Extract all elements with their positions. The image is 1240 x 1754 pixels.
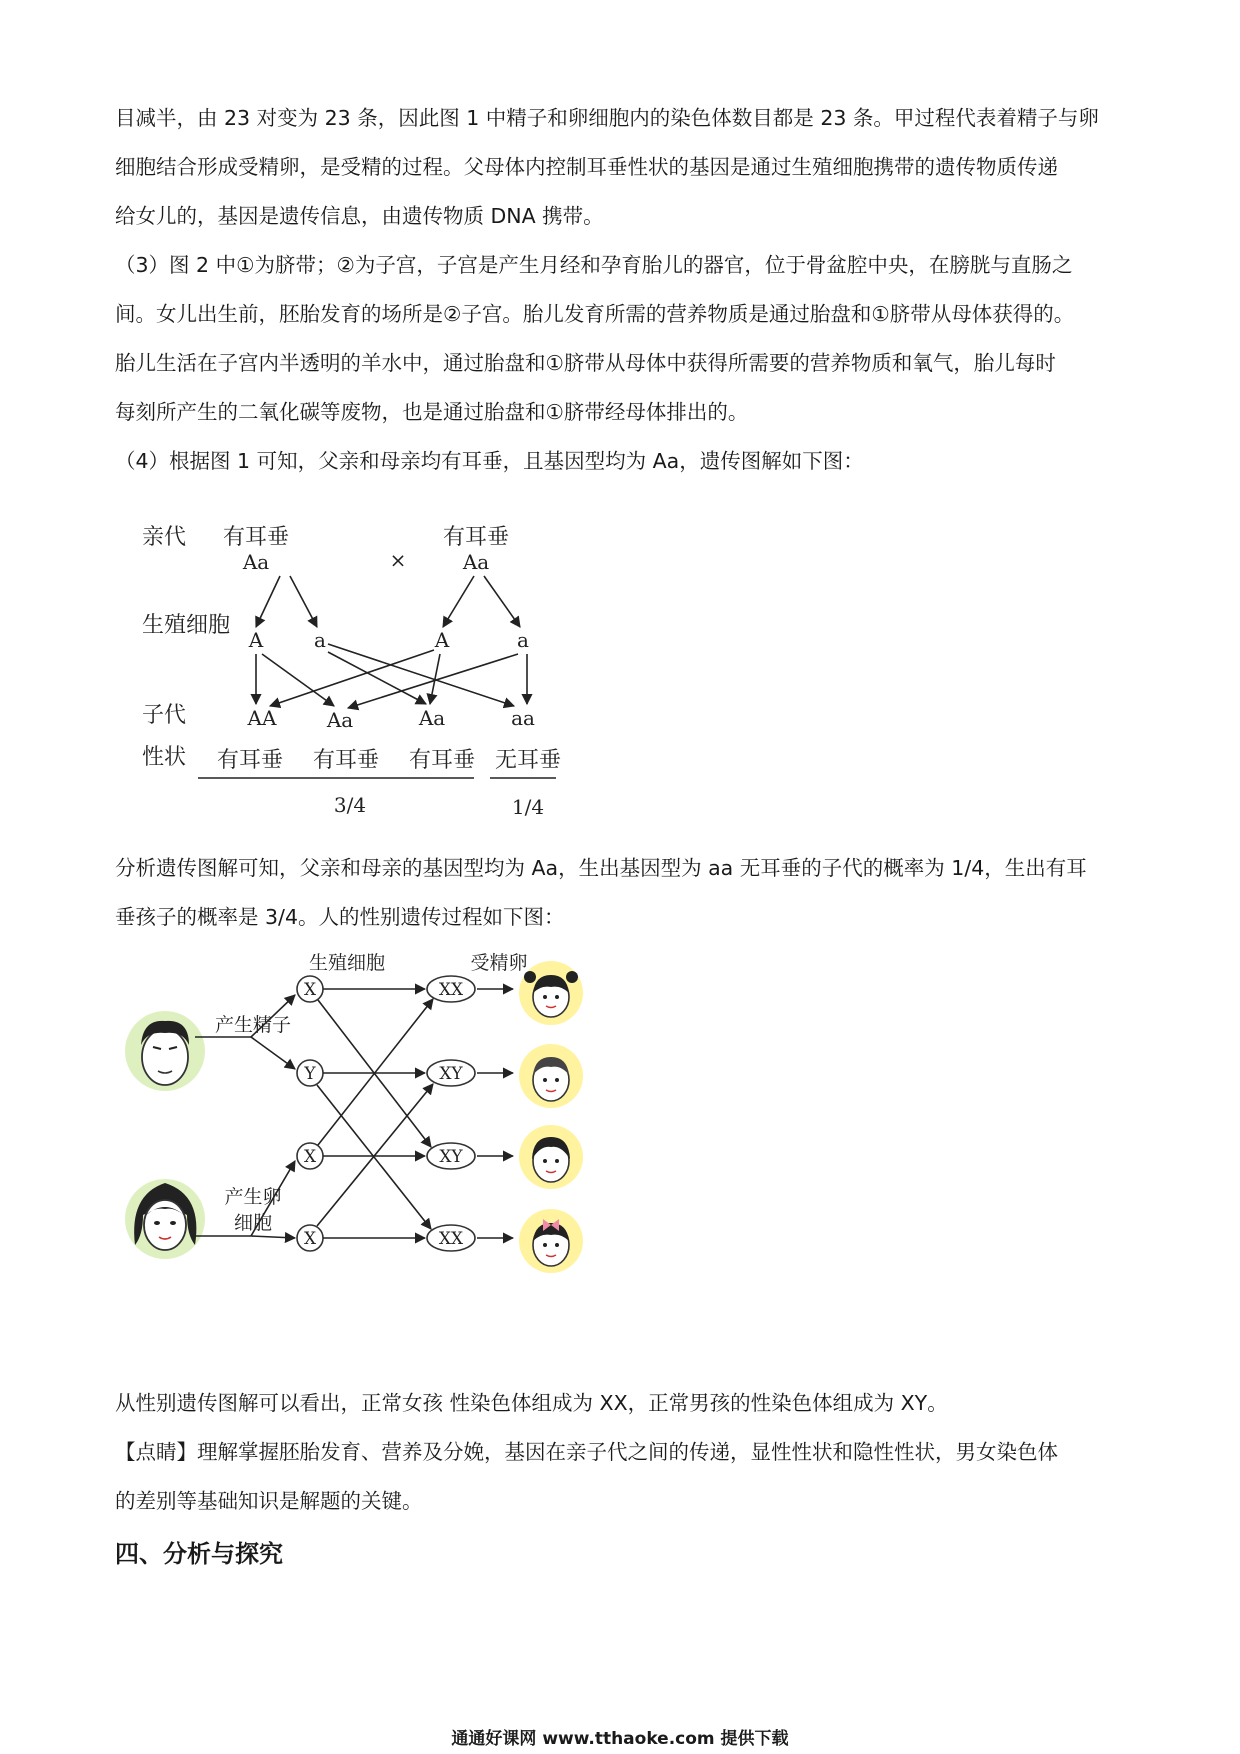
gamete-a-1: a — [314, 628, 326, 652]
arrow-p2-to-a — [484, 576, 520, 627]
arrow-mother-to-x2 — [251, 1236, 295, 1238]
arrow-a2-to-Aa — [348, 654, 518, 708]
text-line: 间。女儿出生前，胚胎发育的场所是②子宫。胎儿发育所需的营养物质是通过胎盘和①脐带从母体获得的。 — [115, 302, 1075, 326]
text-line: （4）根据图 1 可知，父亲和母亲均有耳垂，且基因型均为 Aa，遗传图解如下图： — [115, 449, 864, 473]
zygote-4-label: XX — [438, 1229, 464, 1249]
offspring-genotype-3: Aa — [418, 706, 446, 730]
text-line: 目减半，由 23 对变为 23 条，因此图 1 中精子和卵细胞内的染色体数目都是 23 条。甲过程代表着精子与卵 — [115, 106, 1099, 130]
parent1-trait: 有耳垂 — [222, 525, 290, 550]
text-line: 每刻所产生的二氧化碳等废物，也是通过胎盘和①脐带经母体排出的。 — [115, 400, 749, 424]
arrow-a1-to-aa — [328, 644, 514, 706]
section-heading: 四、分析与探究 — [115, 1540, 283, 1568]
offspring-trait-3: 有耳垂 — [408, 748, 476, 773]
father-face-icon — [125, 1011, 205, 1091]
child-girl-2-face-icon — [519, 1209, 583, 1273]
text-line: 分析遗传图解可知，父亲和母亲的基因型均为 Aa，生出基因型为 aa 无耳垂的子代的概率为 1/4，生出有耳 — [115, 856, 1087, 880]
female-gamete-x-1-label: X — [303, 1147, 317, 1167]
offspring-genotype-1: AA — [247, 706, 277, 730]
text-line: 垂孩子的概率是 3/4。人的性别遗传过程如下图： — [115, 905, 565, 929]
zygote-2-label: XY — [439, 1064, 463, 1084]
gamete-A-1: A — [248, 628, 264, 652]
parent2-trait: 有耳垂 — [442, 525, 510, 550]
label-produce-egg: 产生卵 — [224, 1186, 282, 1208]
arrow-p1-to-A — [256, 576, 280, 627]
ear-lobe-inheritance-diagram — [130, 510, 600, 820]
paragraph-6 — [115, 1428, 1135, 1526]
label-gametes: 生殖细胞 — [308, 952, 386, 974]
text-line: 【点睛】理解掌握胚胎发育、营养及分娩，基因在亲子代之间的传递，显性性状和隐性性状，男女染色体 — [115, 1440, 1058, 1464]
child-boy-1-face-icon — [519, 1044, 583, 1108]
arrow-p2-to-A — [443, 576, 474, 627]
row-label-offspring: 子代 — [142, 703, 187, 728]
row-label-trait: 性状 — [142, 745, 187, 770]
arrow-father-to-y — [251, 1037, 295, 1069]
parent1-genotype: Aa — [242, 550, 270, 574]
arrow-fx2-to-zygote2 — [317, 1084, 433, 1226]
child-girl-1-face-icon — [519, 961, 583, 1025]
offspring-trait-2: 有耳垂 — [312, 748, 380, 773]
label-produce-sperm: 产生精子 — [214, 1014, 292, 1036]
arrow-fx1-to-zygote1 — [318, 999, 433, 1145]
label-egg-cell: 细胞 — [233, 1212, 273, 1234]
gamete-A-2: A — [434, 628, 450, 652]
row-label-gametes: 生殖细胞 — [142, 613, 231, 638]
cross-symbol: × — [389, 548, 407, 572]
male-gamete-x-label: X — [303, 980, 317, 1000]
arrow-A1-to-Aa — [262, 654, 334, 706]
offspring-genotype-4: aa — [511, 706, 535, 730]
paragraph-4 — [115, 844, 1135, 942]
text-line: 细胞结合形成受精卵，是受精的过程。父母体内控制耳垂性状的基因是通过生殖细胞携带的遗传物质传递 — [115, 155, 1058, 179]
parent2-genotype: Aa — [462, 550, 490, 574]
text-line: 的差别等基础知识是解题的关键。 — [115, 1489, 423, 1513]
ratio-dominant: 3/4 — [333, 793, 367, 817]
label-zygote: 受精卵 — [470, 952, 528, 974]
arrow-p1-to-a — [290, 576, 317, 627]
paragraph-5 — [115, 1379, 1135, 1428]
text-line: 给女儿的，基因是遗传信息，由遗传物质 DNA 携带。 — [115, 204, 604, 228]
offspring-trait-1: 有耳垂 — [216, 748, 284, 773]
mother-face-icon — [125, 1179, 205, 1259]
gamete-a-2: a — [517, 628, 529, 652]
footer-text: 通通好课网 www.tthaoke.com 提供下载 — [451, 1729, 789, 1749]
female-gamete-x-2-label: X — [303, 1229, 317, 1249]
zygote-1-label: XX — [438, 980, 464, 1000]
paragraph-2 — [115, 241, 1135, 437]
zygote-3-label: XY — [439, 1147, 463, 1167]
row-label-parents: 亲代 — [142, 525, 187, 550]
text-line: 从性别遗传图解可以看出，正常女孩 性染色体组成为 XX，正常男孩的性染色体组成为 XY。 — [115, 1391, 948, 1415]
offspring-genotype-2: Aa — [326, 708, 354, 732]
sex-inheritance-diagram — [125, 945, 670, 1340]
text-line: （3）图 2 中①为脐带；②为子宫，子宫是产生月经和孕育胎儿的器官，位于骨盆腔中央，在膀胱与直肠之 — [115, 253, 1073, 277]
offspring-trait-4: 无耳垂 — [494, 748, 562, 773]
male-gamete-y-label: Y — [304, 1064, 316, 1084]
paragraph-3 — [115, 437, 1135, 486]
ratio-recessive: 1/4 — [511, 795, 545, 819]
text-line: 胎儿生活在子宫内半透明的羊水中，通过胎盘和①脐带从母体中获得所需要的营养物质和氧气，胎儿每时 — [115, 351, 1056, 375]
child-boy-2-face-icon — [519, 1125, 583, 1189]
paragraph-1 — [115, 94, 1135, 241]
